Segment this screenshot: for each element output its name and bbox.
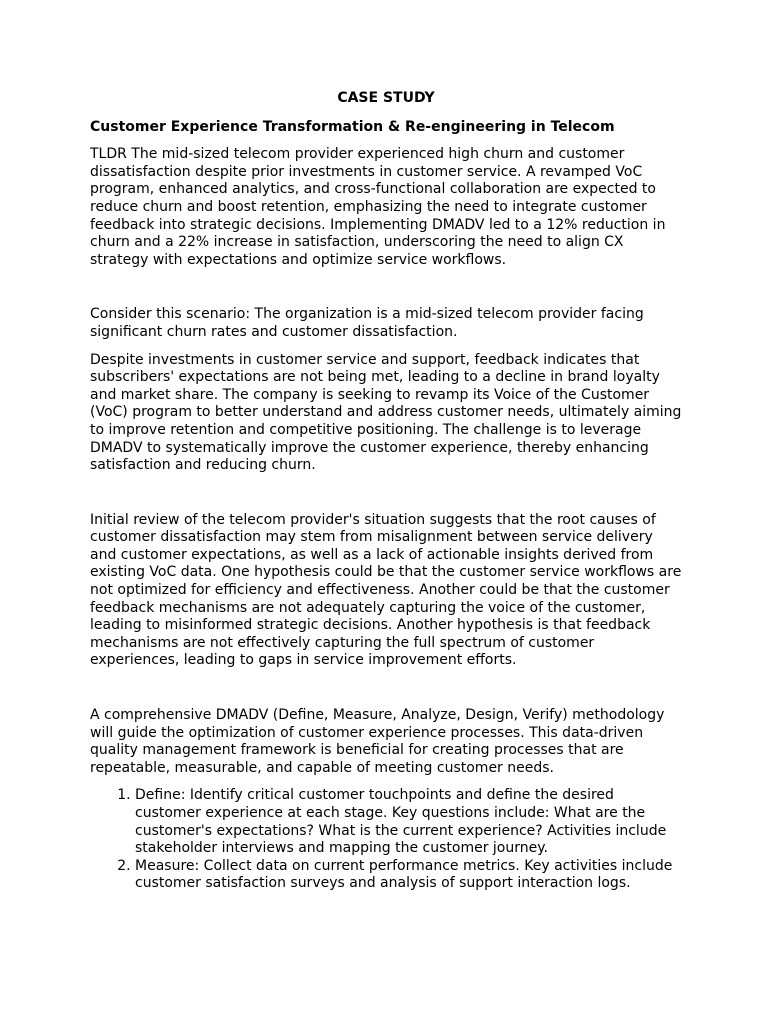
tldr-paragraph: TLDR The mid-sized telecom provider experienced high churn and customer dissatisfaction despite prior investments in customer service. A revamped VoC program, enhanced analytics, and cross-functional collaboration are expected to reduce churn and boost retention, emphasizing the need to integrate customer feedback into strategic decisions. Implementing DMADV led to a 12% reduction in churn and a 22% increase in satisfaction, underscoring the need to align CX strategy with expectations and optimize service workflows. — [90, 146, 666, 268]
spacer — [90, 342, 682, 352]
spacer — [90, 475, 682, 512]
document-subtitle: Customer Experience Transformation & Re-engineering in Telecom — [90, 118, 615, 135]
spacer — [90, 269, 682, 306]
scenario-paragraph: Consider this scenario: The organization is a mid-sized telecom provider facing significant churn rates and customer dissatisfaction. — [90, 306, 644, 340]
list-item: 1. Define: Identify critical customer touchpoints and define the desired customer experience at each stage. Key questions include: What are the customer's expectations? What is the current experience? Activities include stakeholder interviews and mapping the customer journey. — [135, 787, 682, 857]
spacer — [90, 670, 682, 707]
hypothesis-paragraph: Initial review of the telecom provider's situation suggests that the root causes of customer dissatisfaction may stem from misalignment between service delivery and customer expectations, as well as a lack of actionable insights derived from existing VoC data. One hypothesis could be that the customer service workflows are not optimized for efficiency and effectiveness. Another could be that the customer feedback mechanisms are not adequately capturing the voice of the customer, leading to misinformed strategic decisions. Another hypothesis is that feedback mechanisms are not effectively capturing the full spectrum of customer experiences, leading to gaps in service improvement efforts. — [90, 511, 682, 669]
document-heading: CASE STUDY — [337, 90, 435, 106]
methodology-steps-list — [90, 787, 682, 893]
methodology-paragraph: A comprehensive DMADV (Define, Measure, Analyze, Design, Verify) methodology will guide the optimization of customer experience processes. This data-driven quality management framework is beneficial for creating processes that are repeatable, measurable, and capable of meeting customer needs. — [90, 707, 665, 776]
document-page — [90, 90, 682, 893]
list-item: 2. Measure: Collect data on current performance metrics. Key activities include customer satisfaction surveys and analysis of support interaction logs. — [135, 858, 682, 893]
challenge-paragraph: Despite investments in customer service and support, feedback indicates that subscribers' expectations are not being met, leading to a decline in brand loyalty and market share. The company is seeking to revamp its Voice of the Customer (VoC) program to better understand and address customer needs, ultimately aiming to improve retention and competitive positioning. The challenge is to leverage DMADV to systematically improve the customer experience, thereby enhancing satisfaction and reducing churn. — [90, 351, 682, 474]
